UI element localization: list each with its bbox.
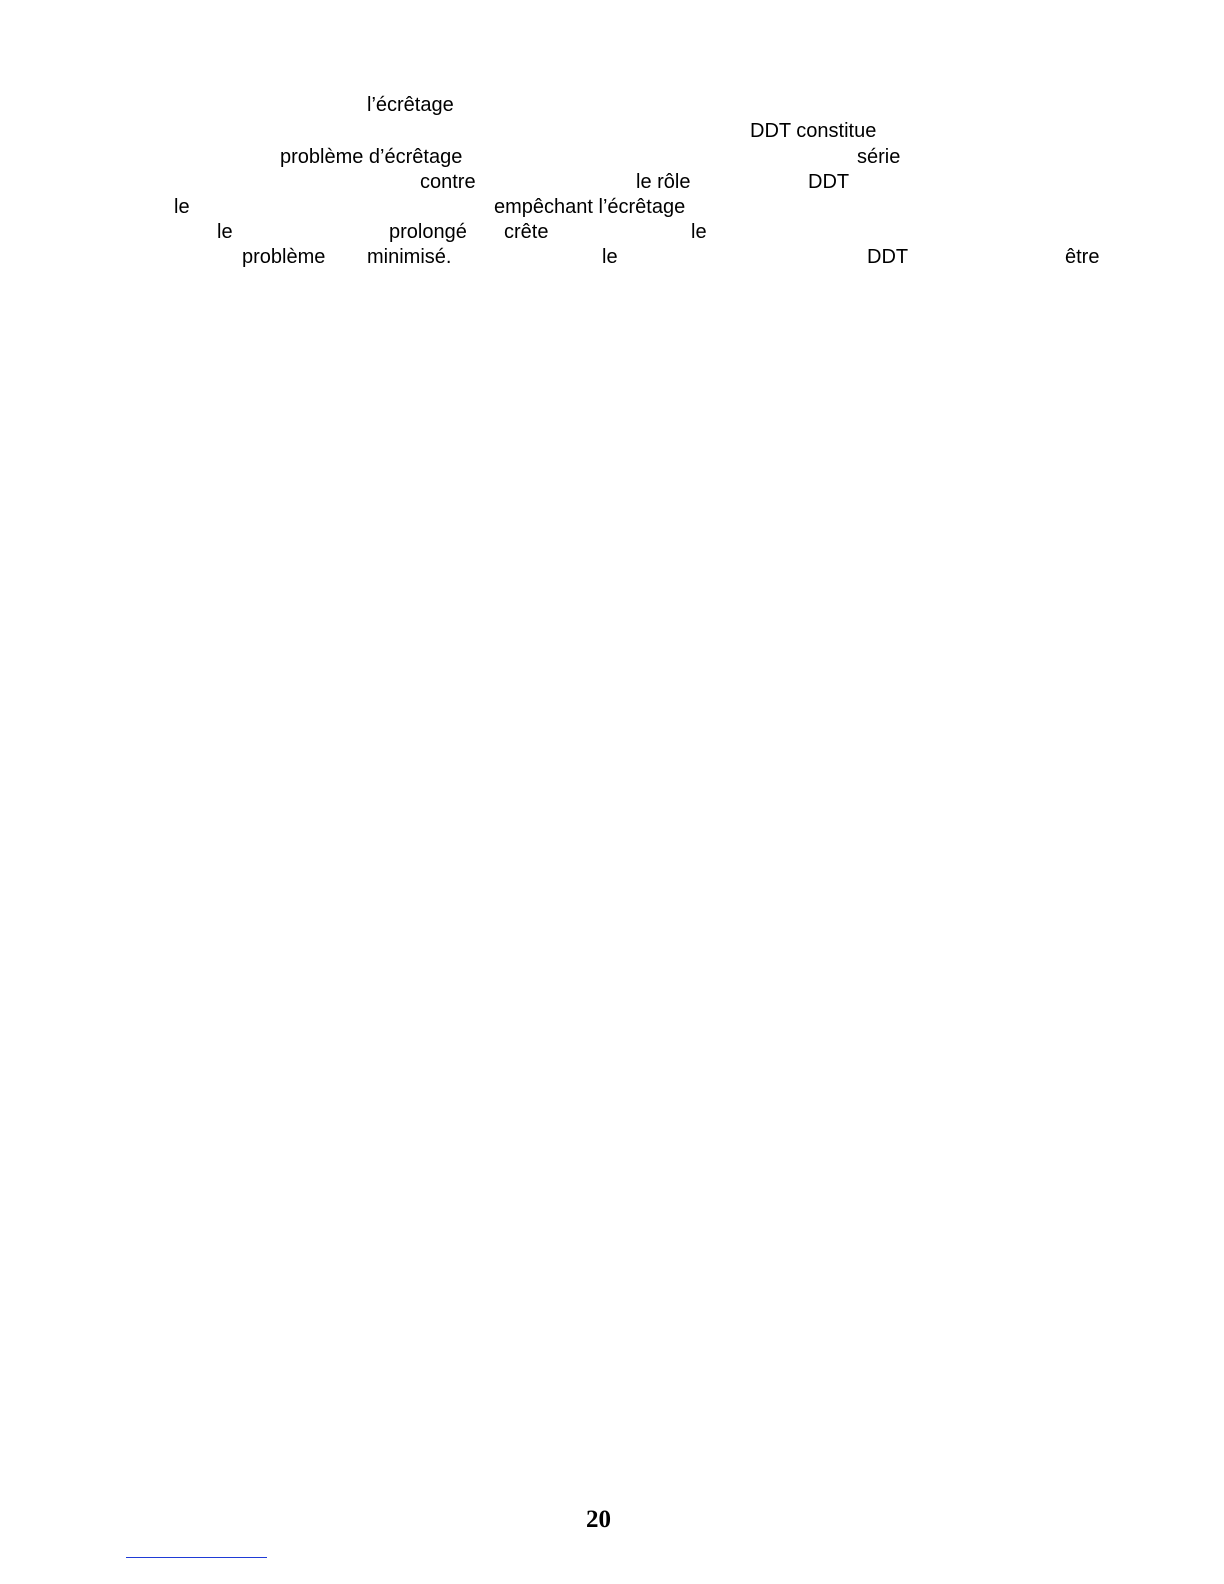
page-number: 20 xyxy=(586,1506,611,1533)
text-fragment: le xyxy=(691,221,707,243)
text-fragment: DDT xyxy=(808,171,850,193)
text-fragment: le xyxy=(602,246,618,268)
text-fragment: problème xyxy=(242,246,326,268)
text-fragment: être xyxy=(1065,246,1100,268)
text-fragment: le xyxy=(174,196,190,218)
text-fragment: l’écrêtage xyxy=(367,94,454,116)
text-fragment: le rôle xyxy=(636,171,691,193)
text-fragment: série xyxy=(857,146,901,168)
text-fragment: problème d’écrêtage xyxy=(280,146,463,168)
footnote-separator xyxy=(126,1557,267,1558)
text-fragment: crête xyxy=(504,221,549,243)
text-fragment: le xyxy=(217,221,233,243)
text-fragment: contre xyxy=(420,171,476,193)
text-fragment: empêchant l’écrêtage xyxy=(494,196,686,218)
text-fragment: DDT constitue xyxy=(750,120,877,142)
text-fragment: DDT xyxy=(867,246,909,268)
text-fragment: prolongé xyxy=(389,221,467,243)
text-fragment: minimisé. xyxy=(367,246,452,268)
